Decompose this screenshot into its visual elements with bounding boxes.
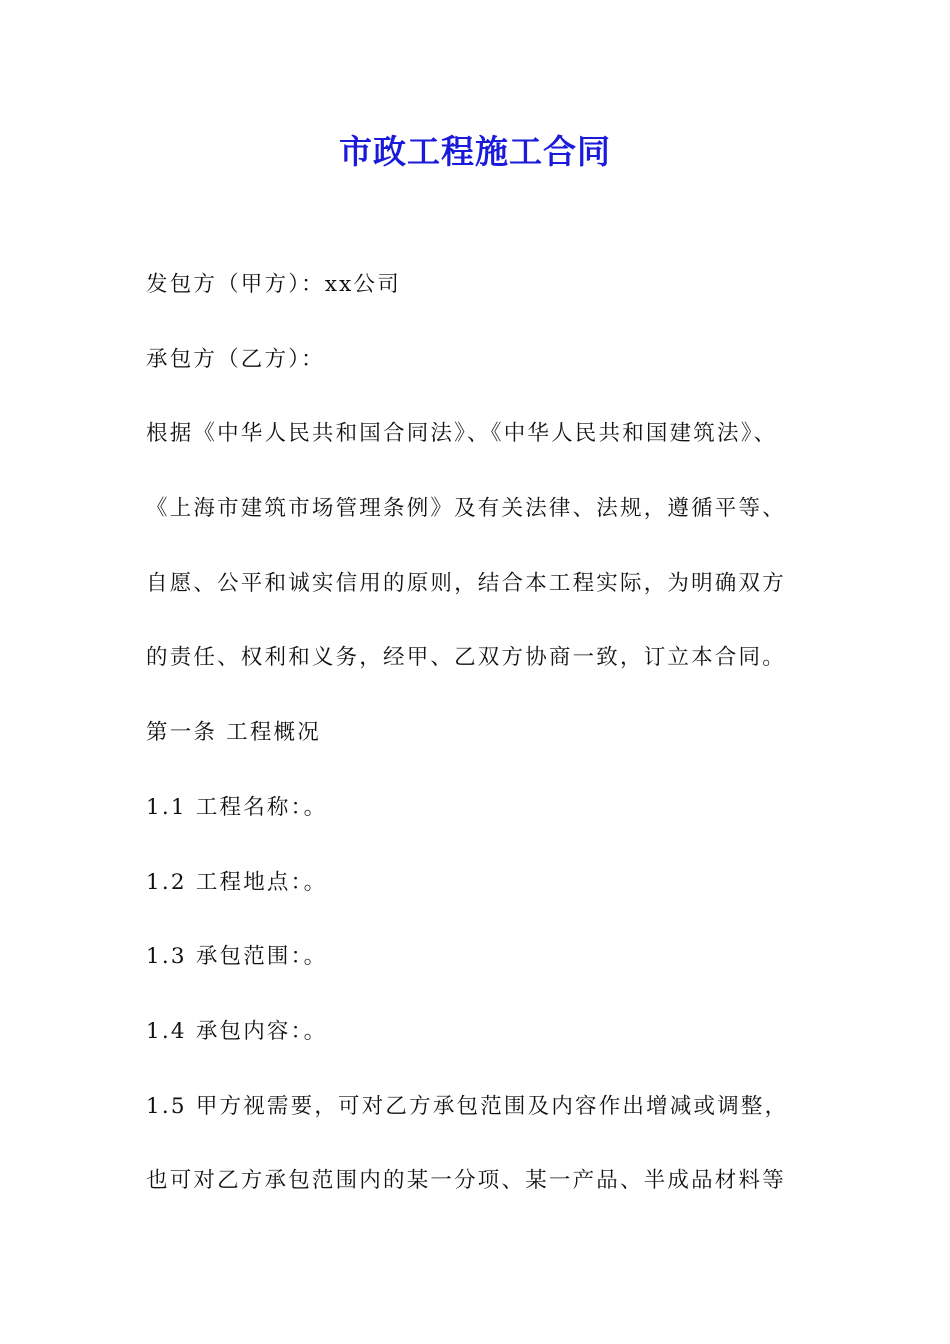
clause-1-5-line-1: 1.5 甲方视需要，可对乙方承包范围及内容作出增减或调整， — [146, 1093, 789, 1119]
clause-1-2: 1.2 工程地点：。 — [146, 869, 328, 895]
article-1-heading: 第一条 工程概况 — [146, 720, 321, 746]
preamble-line-3: 自愿、公平和诚实信用的原则，结合本工程实际，为明确双方 — [146, 570, 786, 596]
preamble-line-1: 根据《中华人民共和国合同法》、《中华人民共和国建筑法》、 — [146, 421, 778, 447]
clause-1-3: 1.3 承包范围：。 — [146, 944, 328, 970]
clause-1-5-line-2: 也可对乙方承包范围内的某一分项、某一产品、半成品材料等 — [146, 1168, 786, 1194]
document-body — [146, 264, 826, 1235]
document-title: 市政工程施工合同 — [339, 132, 611, 171]
clause-1-1: 1.1 工程名称：。 — [146, 794, 328, 820]
clause-1-4: 1.4 承包内容：。 — [146, 1018, 328, 1044]
preamble-line-4: 的责任、权利和义务，经甲、乙双方协商一致，订立本合同。 — [146, 645, 786, 671]
party-a-line: 发包方（甲方）：xx公司 — [146, 272, 401, 297]
preamble-line-2: 《上海市建筑市场管理条例》及有关法律、法规，遵循平等、 — [146, 496, 786, 522]
party-b-line: 承包方（乙方）： — [146, 346, 325, 372]
